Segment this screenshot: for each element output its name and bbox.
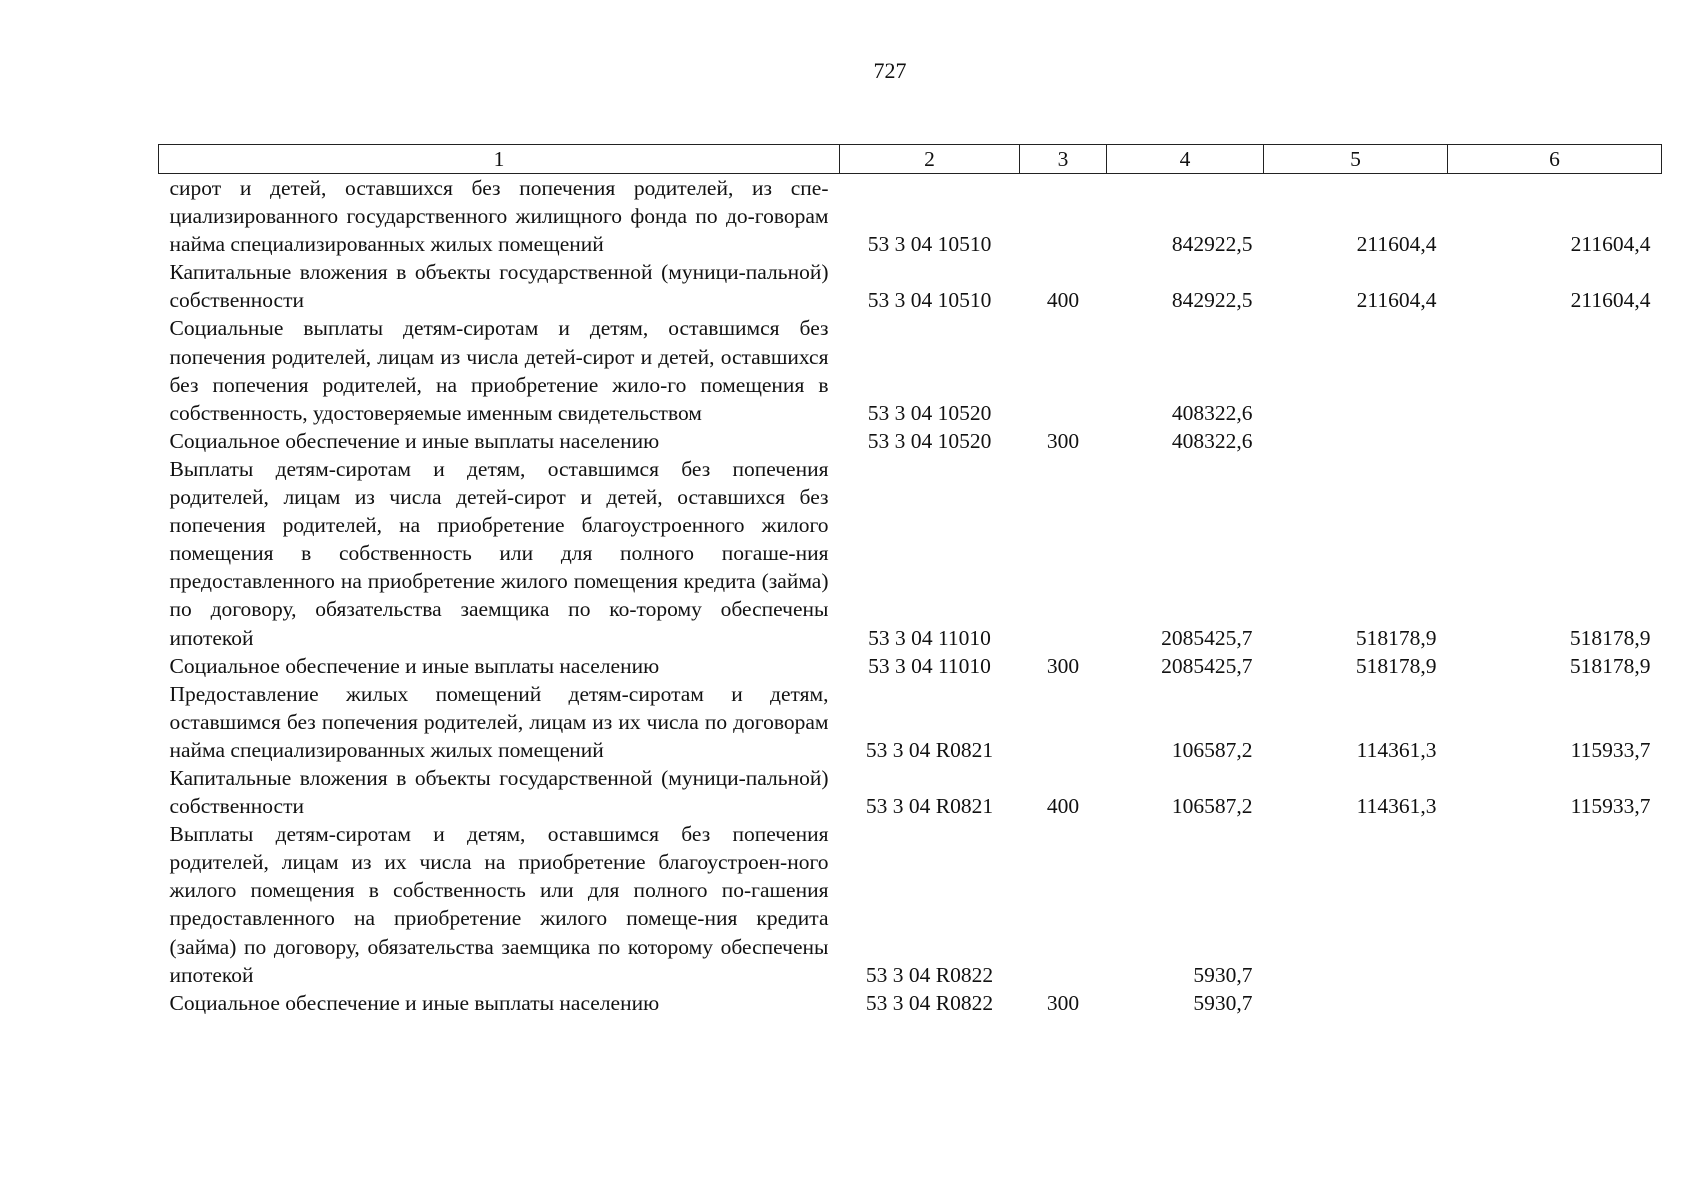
row-value-col5-cell: 114361,3 [1356, 737, 1437, 762]
row-name-cell: Капитальные вложения в объекты государственной (муници-пальной) собственности [169, 765, 829, 819]
table-header [159, 145, 1662, 174]
row-value-col6-cell [1448, 820, 1662, 989]
row-value-col5-cell: 518178,9 [1355, 653, 1437, 678]
table-row [159, 680, 1662, 764]
row-type-cell [1020, 455, 1107, 652]
table-body [159, 174, 1662, 1017]
row-value-col6-cell [1448, 989, 1662, 1017]
row-value-col4-cell: 842922,5 [1171, 288, 1253, 313]
row-value-col4-cell: 2085425,7 [1161, 625, 1253, 650]
table-row [159, 455, 1662, 652]
row-name-cell: Социальные выплаты детям-сиротам и детям, оставшимся без попечения родителей, лицам из числа детей-сирот и детей, оставшихся без попечения родителей, на приобретение жило-го помещения в собственность, удостоверяемые именным свидетельством [169, 316, 829, 425]
row-name-cell: Социальное обеспечение и иные выплаты населению [169, 990, 660, 1015]
row-value-col6-cell: 211604,4 [1570, 232, 1651, 257]
row-value-col4-cell: 5930,7 [1193, 990, 1253, 1015]
column-header-3: 3 [1020, 145, 1107, 174]
table-row [159, 258, 1662, 314]
budget-table [158, 144, 1662, 1017]
row-code-cell: 53 3 04 10520 [867, 428, 992, 453]
table-row [159, 820, 1662, 989]
row-code-cell: 53 3 04 10520 [867, 400, 992, 425]
row-value-col4-cell: 106587,2 [1171, 794, 1253, 819]
row-value-col4-cell: 2085425,7 [1161, 653, 1253, 678]
row-value-col6-cell [1448, 314, 1662, 426]
row-value-col6-cell: 211604,4 [1570, 288, 1651, 313]
row-type-cell [1020, 314, 1107, 426]
table-row [159, 314, 1662, 426]
row-value-col4-cell: 106587,2 [1171, 737, 1253, 762]
row-type-cell [1020, 680, 1107, 764]
header-row [159, 145, 1662, 174]
row-value-col4-cell: 5930,7 [1193, 962, 1253, 987]
row-code-cell: 53 3 04 R0821 [865, 794, 994, 819]
row-value-col5-cell: 114361,3 [1356, 794, 1437, 819]
row-value-col6-cell: 518178,9 [1569, 625, 1651, 650]
row-code-cell: 53 3 04 10510 [867, 288, 992, 313]
column-header-4: 4 [1107, 145, 1264, 174]
row-value-col6-cell [1448, 427, 1662, 455]
row-code-cell: 53 3 04 R0821 [865, 737, 994, 762]
row-name-cell: Капитальные вложения в объекты государственной (муници-пальной) собственности [169, 260, 829, 313]
row-value-col4-cell: 842922,5 [1171, 232, 1253, 257]
row-value-col5-cell [1264, 314, 1448, 426]
row-code-cell: 53 3 04 R0822 [865, 990, 994, 1015]
row-type-cell: 300 [1046, 653, 1080, 678]
column-header-6: 6 [1448, 145, 1662, 174]
row-value-col6-cell: 518178,9 [1569, 653, 1651, 678]
page-number: 727 [873, 58, 907, 83]
row-value-col5-cell [1264, 989, 1448, 1017]
table-row [159, 427, 1662, 455]
row-value-col5-cell: 518178,9 [1355, 625, 1437, 650]
row-value-col5-cell: 211604,4 [1356, 288, 1437, 313]
row-type-cell: 400 [1046, 794, 1080, 819]
row-type-cell: 400 [1046, 288, 1080, 313]
column-header-5: 5 [1264, 145, 1448, 174]
row-name-cell: Социальное обеспечение и иные выплаты населению [169, 653, 660, 678]
column-header-2: 2 [840, 145, 1020, 174]
row-value-col4-cell: 408322,6 [1171, 428, 1253, 453]
row-name-cell: Выплаты детям-сиротам и детям, оставшимся без попечения родителей, лицам из их числа на приобретение благоустроен-ного жилого помещения в собственность или для полного по-гашения предоставленного на приобретение жилого помеще-ния кредита (займа) по договору, обязательства заемщика по которому обеспечены ипотекой [169, 822, 829, 987]
row-value-col5-cell [1264, 427, 1448, 455]
row-code-cell: 53 3 04 11010 [868, 653, 991, 678]
row-value-col6-cell: 115933,7 [1570, 794, 1651, 819]
row-value-col5-cell [1264, 820, 1448, 989]
row-type-cell: 300 [1046, 428, 1080, 453]
column-header-1: 1 [159, 145, 840, 174]
row-code-cell: 53 3 04 10510 [867, 232, 992, 257]
row-value-col5-cell: 211604,4 [1356, 232, 1437, 257]
row-code-cell: 53 3 04 R0822 [865, 962, 994, 987]
row-name-cell: Социальное обеспечение и иные выплаты населению [169, 428, 660, 453]
table-row [159, 174, 1662, 259]
row-name-cell: Предоставление жилых помещений детям-сиротам и детям, оставшимся без попечения родителей, лицам из их числа по договорам найма специализированных жилых помещений [169, 681, 829, 762]
row-value-col4-cell: 408322,6 [1171, 400, 1253, 425]
row-value-col6-cell: 115933,7 [1570, 737, 1651, 762]
table-row [159, 989, 1662, 1017]
row-type-cell: 300 [1046, 990, 1080, 1015]
row-type-cell [1020, 174, 1107, 259]
row-code-cell: 53 3 04 11010 [868, 625, 991, 650]
row-name-cell: сирот и детей, оставшихся без попечения родителей, из спе-циализированного государственного жилищного фонда по до-говорам найма специализированных жилых помещений [169, 176, 829, 257]
table-row [159, 764, 1662, 820]
row-name-cell: Выплаты детям-сиротам и детям, оставшимся без попечения родителей, лицам из числа детей-сирот и детей, оставшихся без попечения родителей, на приобретение благоустроенного жилого помещения в собственность или для полного погаше-ния предоставленного на приобретение жилого помещения кредита (займа) по договору, обязательства заемщика по ко-торому обеспечены ипотекой [169, 456, 829, 650]
row-type-cell [1020, 820, 1107, 989]
table-row [159, 652, 1662, 680]
